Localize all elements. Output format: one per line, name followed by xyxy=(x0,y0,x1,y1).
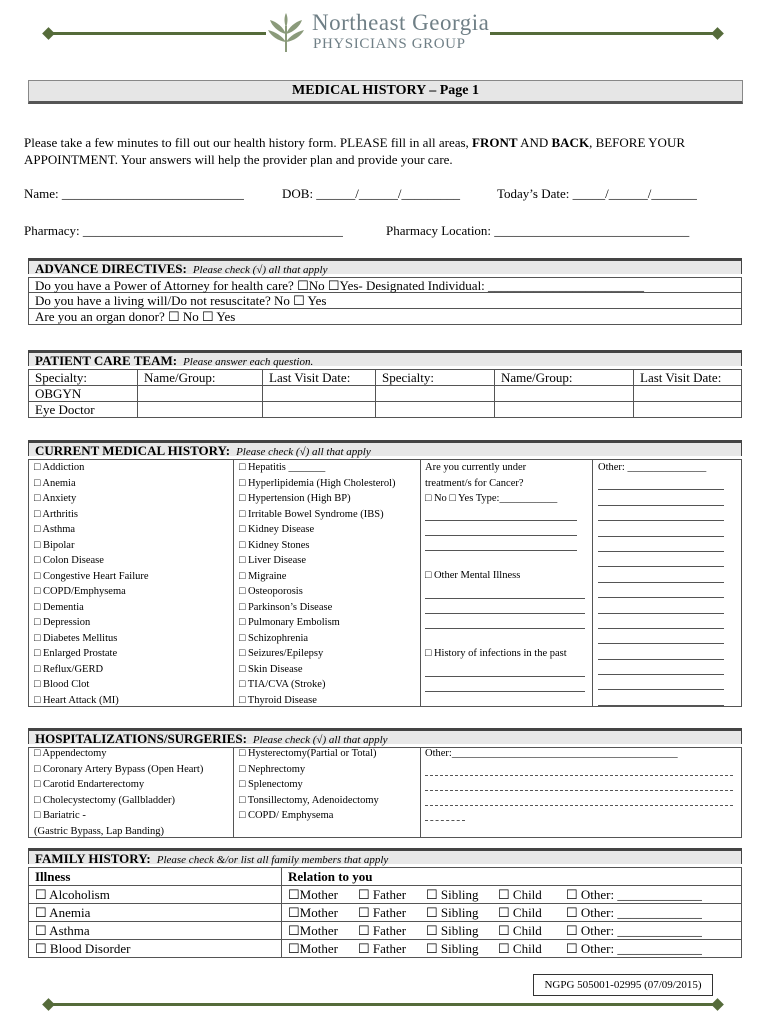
relation-option[interactable]: ☐ Sibling xyxy=(426,923,479,938)
care-header-cell: Last Visit Date: xyxy=(634,370,742,386)
surgery-checkbox[interactable]: □ Cholecystectomy (Gallbladder) xyxy=(34,794,176,806)
condition-checkbox[interactable]: □ Anxiety xyxy=(34,493,77,504)
relation-option[interactable]: ☐ Child xyxy=(498,887,542,902)
other-lines xyxy=(598,475,724,706)
dob-field[interactable]: DOB: ______/______/_________ xyxy=(282,186,461,201)
condition-checkbox[interactable]: □ Skin Disease xyxy=(239,663,303,675)
blank-line[interactable] xyxy=(598,521,724,536)
blank-line[interactable] xyxy=(598,537,724,552)
header-diamond-left xyxy=(42,27,55,40)
blank-line[interactable] xyxy=(598,690,724,705)
table-row xyxy=(29,886,742,904)
care-cell[interactable] xyxy=(138,386,263,402)
page-title: MEDICAL HISTORY – Page 1 xyxy=(28,80,743,104)
blank-line[interactable] xyxy=(425,521,577,536)
surgery-checkbox[interactable]: □ COPD/ Emphysema xyxy=(239,810,334,821)
condition-checkbox[interactable]: □ Seizures/Epilepsy xyxy=(239,648,324,659)
relation-option[interactable]: ☐ Other: _____________ xyxy=(566,887,702,902)
hosp-title: HOSPITALIZATIONS/SURGERIES: xyxy=(35,731,247,746)
relation-option[interactable]: ☐Mother xyxy=(288,941,338,956)
blank-line[interactable] xyxy=(598,614,724,629)
illness-cell[interactable]: ☐ Asthma xyxy=(29,922,282,940)
infections-history[interactable]: □ History of infections in the past xyxy=(425,648,567,659)
organ-donor-row[interactable]: Are you an organ donor? ☐ No ☐ Yes xyxy=(28,309,742,325)
blank-line[interactable] xyxy=(598,598,724,613)
other-condition[interactable]: Other: _______________ xyxy=(598,462,707,473)
blank-line[interactable] xyxy=(598,675,724,690)
table-row xyxy=(29,402,742,418)
condition-checkbox[interactable]: □ Arthritis xyxy=(34,508,78,520)
cancer-q1: Are you currently under xyxy=(425,462,527,473)
org-name: Northeast Georgia xyxy=(312,10,490,35)
footer-diamond-right xyxy=(711,998,724,1011)
table-row xyxy=(29,922,742,940)
condition-checkbox[interactable]: □ Addiction xyxy=(34,462,85,473)
col-divider xyxy=(420,459,421,707)
header-rule-left xyxy=(48,32,266,35)
relation-option[interactable]: ☐ Child xyxy=(498,923,542,938)
relation-cell[interactable] xyxy=(282,922,742,940)
surgery-list-1 xyxy=(34,746,203,839)
care-team-title: PATIENT CARE TEAM: xyxy=(35,353,178,368)
condition-checkbox[interactable]: □ Kidney Disease xyxy=(239,524,315,535)
relation-option[interactable]: ☐ Sibling xyxy=(426,941,479,956)
care-team-note: Please answer each question. xyxy=(183,356,314,368)
blank-line[interactable] xyxy=(425,692,585,707)
blank-line[interactable] xyxy=(598,583,724,598)
condition-checkbox[interactable]: □ Thyroid Disease xyxy=(239,694,317,706)
surgery-checkbox[interactable]: □ Coronary Artery Bypass (Open Heart) xyxy=(34,763,204,775)
illness-cell[interactable]: ☐ Blood Disorder xyxy=(29,940,282,958)
mental-lines xyxy=(425,584,585,629)
surgery-checkbox[interactable]: □ Bariatric - xyxy=(34,810,86,821)
family-history-table xyxy=(28,867,742,958)
condition-checkbox[interactable]: □ COPD/Emphysema xyxy=(34,586,126,597)
condition-checkbox[interactable]: □ Anemia xyxy=(34,477,76,489)
current-history-heading xyxy=(28,440,742,456)
relation-option[interactable]: ☐ Sibling xyxy=(426,887,479,902)
condition-checkbox[interactable]: □ Parkinson’s Disease xyxy=(239,601,333,613)
condition-checkbox[interactable]: □ Hyperlipidemia (High Cholesterol) xyxy=(239,477,396,489)
condition-checkbox[interactable]: □ Hepatitis _______ xyxy=(239,462,326,473)
col-divider xyxy=(233,459,234,707)
care-cell[interactable]: OBGYN xyxy=(29,386,138,402)
condition-checkbox[interactable]: □ Dementia xyxy=(34,601,84,613)
relation-option[interactable]: ☐ Sibling xyxy=(426,905,479,920)
blank-line[interactable] xyxy=(425,506,577,521)
relation-option[interactable]: ☐Mother xyxy=(288,923,338,938)
leaf-logo-icon xyxy=(264,12,308,56)
intro-text-a: Please take a few minutes to fill out our health history form. PLEASE fill in all areas, xyxy=(24,135,473,150)
relation-option[interactable]: ☐ Child xyxy=(498,941,542,956)
table-row xyxy=(29,370,742,386)
illness-cell[interactable]: ☐ Alcoholism xyxy=(29,886,282,904)
intro-text-b: , BEFORE YOUR xyxy=(589,135,686,150)
family-title: FAMILY HISTORY: xyxy=(35,851,151,866)
org-subname: PHYSICIANS GROUP xyxy=(313,36,466,52)
condition-checkbox[interactable]: □ Heart Attack (MI) xyxy=(34,694,119,706)
condition-checkbox[interactable]: □ Reflux/GERD xyxy=(34,663,104,675)
blank-line[interactable] xyxy=(598,567,724,582)
surgery-checkbox[interactable]: □ Hysterectomy(Partial or Total) xyxy=(239,748,377,759)
today-date-field[interactable]: Today’s Date: _____/______/_______ xyxy=(497,186,697,201)
intro-back: BACK xyxy=(551,135,590,150)
relation-header: Relation to you xyxy=(282,868,742,886)
infection-lines xyxy=(425,662,585,707)
condition-checkbox[interactable]: □ Schizophrenia xyxy=(239,632,309,644)
blank-line[interactable] xyxy=(598,644,724,659)
condition-checkbox[interactable]: □ Blood Clot xyxy=(34,679,90,690)
blank-line[interactable] xyxy=(425,677,585,692)
care-cell[interactable]: Eye Doctor xyxy=(29,402,138,418)
condition-checkbox[interactable]: □ Bipolar xyxy=(34,539,75,551)
intro-line-1 xyxy=(24,135,685,151)
relation-cell[interactable] xyxy=(282,940,742,958)
advance-directives-heading xyxy=(28,258,742,274)
intro-front: FRONT xyxy=(472,135,518,150)
care-cell[interactable] xyxy=(376,402,495,418)
blank-line[interactable] xyxy=(425,761,733,776)
blank-line[interactable] xyxy=(425,614,585,629)
care-header-cell: Specialty: xyxy=(376,370,495,386)
relation-option[interactable]: ☐ Other: _____________ xyxy=(566,941,702,956)
care-header-cell: Last Visit Date: xyxy=(263,370,376,386)
surgery-checkbox[interactable]: □ Splenectomy xyxy=(239,779,303,790)
care-cell[interactable] xyxy=(634,386,742,402)
condition-checkbox[interactable]: □ Asthma xyxy=(34,524,76,535)
care-cell[interactable] xyxy=(376,386,495,402)
illness-cell[interactable]: ☐ Anemia xyxy=(29,904,282,922)
relation-option[interactable]: ☐ Father xyxy=(358,923,407,938)
header-rule-right xyxy=(490,32,718,35)
relation-option[interactable]: ☐Mother xyxy=(288,905,338,920)
hospitalizations-heading xyxy=(28,728,742,744)
cancer-q2: treatment/s for Cancer? xyxy=(425,477,524,489)
relation-option[interactable]: ☐ Father xyxy=(358,905,407,920)
pharmacy-location-field[interactable]: Pharmacy Location: ______________________________ xyxy=(386,223,690,238)
pharmacy-field[interactable]: Pharmacy: ________________________________________ xyxy=(24,223,343,238)
family-history-heading xyxy=(28,848,742,864)
current-title: CURRENT MEDICAL HISTORY: xyxy=(35,443,231,458)
condition-checkbox[interactable]: □ Pulmonary Embolism xyxy=(239,617,340,628)
current-note: Please check (√) all that apply xyxy=(236,446,371,458)
poa-row[interactable]: Do you have a Power of Attorney for health care? ☐No ☐Yes- Designated Individual: ________________________ xyxy=(28,277,742,293)
condition-checkbox[interactable]: □ Migraine xyxy=(239,570,287,582)
care-cell[interactable] xyxy=(263,386,376,402)
condition-list-1 xyxy=(34,460,149,708)
family-note: Please check &/or list all family members that apply xyxy=(156,854,389,866)
condition-checkbox[interactable]: □ TIA/CVA (Stroke) xyxy=(239,679,326,690)
blank-line[interactable] xyxy=(598,475,724,490)
care-cell[interactable] xyxy=(495,386,634,402)
condition-checkbox[interactable]: □ Osteoporosis xyxy=(239,586,303,597)
table-row xyxy=(29,386,742,402)
surgery-list-2 xyxy=(239,746,379,824)
condition-checkbox[interactable]: □ Kidney Stones xyxy=(239,539,310,551)
form-number: NGPG 505001-02995 (07/09/2015) xyxy=(533,974,713,996)
surgery-checkbox[interactable]: □ Carotid Endarterectomy xyxy=(34,779,145,790)
name-field[interactable]: Name: ____________________________ xyxy=(24,186,244,201)
blank-line[interactable] xyxy=(425,776,733,791)
relation-option[interactable]: ☐ Other: _____________ xyxy=(566,905,702,920)
cancer-options[interactable]: □ No □ Yes Type:___________ xyxy=(425,493,558,504)
col-divider xyxy=(233,747,234,838)
blank-line[interactable] xyxy=(425,791,733,806)
table-row xyxy=(29,940,742,958)
hosp-note: Please check (√) all that apply xyxy=(252,734,388,746)
care-header-cell: Name/Group: xyxy=(495,370,634,386)
intro-and: AND xyxy=(517,135,552,150)
relation-cell[interactable] xyxy=(282,886,742,904)
condition-checkbox[interactable]: □ Enlarged Prostate xyxy=(34,648,118,659)
blank-line[interactable] xyxy=(425,584,585,599)
relation-option[interactable]: ☐ Father xyxy=(358,887,407,902)
condition-checkbox[interactable]: □ Liver Disease xyxy=(239,555,306,566)
blank-line[interactable] xyxy=(598,629,724,644)
advance-note: Please check (√) all that apply xyxy=(192,264,328,276)
footer-diamond-left xyxy=(42,998,55,1011)
condition-checkbox[interactable]: □ Hypertension (High BP) xyxy=(239,493,351,504)
illness-header: Illness xyxy=(29,868,282,886)
care-cell[interactable] xyxy=(263,402,376,418)
blank-line[interactable] xyxy=(425,536,577,551)
blank-line[interactable] xyxy=(598,506,724,521)
care-cell[interactable] xyxy=(495,402,634,418)
care-team-heading xyxy=(28,350,742,366)
care-header-cell: Specialty: xyxy=(29,370,138,386)
condition-checkbox[interactable]: □ Irritable Bowel Syndrome (IBS) xyxy=(239,508,384,520)
cancer-lines xyxy=(425,506,577,551)
relation-option[interactable]: ☐ Father xyxy=(358,941,407,956)
blank-line[interactable] xyxy=(425,662,585,677)
relation-cell[interactable] xyxy=(282,904,742,922)
blank-line[interactable] xyxy=(425,806,465,821)
care-cell[interactable] xyxy=(634,402,742,418)
other-mental-illness[interactable]: □ Other Mental Illness xyxy=(425,570,521,581)
blank-line[interactable] xyxy=(598,490,724,505)
relation-option[interactable]: ☐Mother xyxy=(288,887,338,902)
surgery-checkbox[interactable]: □ Appendectomy xyxy=(34,748,107,759)
condition-checkbox[interactable]: □ Diabetes Mellitus xyxy=(34,632,118,644)
surgery-lines xyxy=(425,761,733,821)
col-divider xyxy=(420,747,421,838)
care-cell[interactable] xyxy=(138,402,263,418)
intro-line-2: APPOINTMENT. Your answers will help the provider plan and provide your care. xyxy=(24,152,453,167)
col-divider xyxy=(592,459,593,707)
header-diamond-right xyxy=(711,27,724,40)
surgery-checkbox[interactable]: □ Tonsillectomy, Adenoidectomy xyxy=(239,794,379,806)
condition-checkbox[interactable]: □ Colon Disease xyxy=(34,555,104,566)
surgery-checkbox[interactable]: □ Nephrectomy xyxy=(239,763,306,775)
blank-line[interactable] xyxy=(598,552,724,567)
condition-list-2 xyxy=(239,460,396,708)
care-team-table xyxy=(28,369,742,418)
blank-line[interactable] xyxy=(425,599,585,614)
footer-rule xyxy=(48,1003,718,1006)
care-header-cell: Name/Group: xyxy=(138,370,263,386)
cancer-question xyxy=(425,460,557,507)
relation-option[interactable]: ☐ Other: _____________ xyxy=(566,923,702,938)
condition-checkbox[interactable]: □ Depression xyxy=(34,617,91,628)
table-row xyxy=(29,868,742,886)
living-will-row[interactable]: Do you have a living will/Do not resuscitate? No ☐ Yes xyxy=(28,293,742,309)
table-row xyxy=(29,904,742,922)
advance-title: ADVANCE DIRECTIVES: xyxy=(35,261,187,276)
other-surgery[interactable]: Other:___________________________________________ xyxy=(425,748,678,759)
condition-checkbox[interactable]: □ Congestive Heart Failure xyxy=(34,570,149,582)
surgery-checkbox[interactable]: (Gastric Bypass, Lap Banding) xyxy=(34,825,165,837)
blank-line[interactable] xyxy=(598,660,724,675)
relation-option[interactable]: ☐ Child xyxy=(498,905,542,920)
